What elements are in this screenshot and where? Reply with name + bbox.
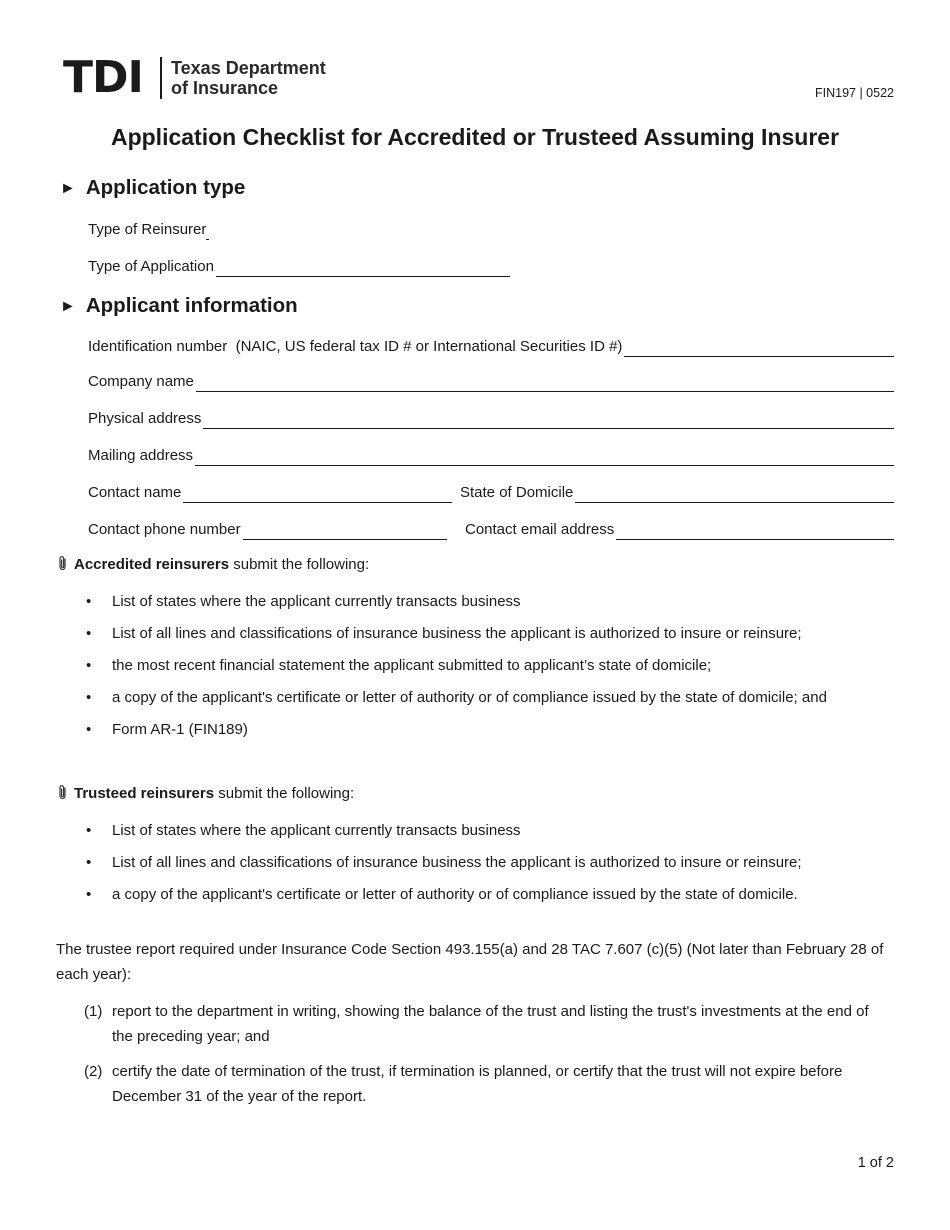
contact-name-field[interactable]: Contact name xyxy=(88,483,452,503)
list-item: • List of all lines and classifications of insurance business the applicant is authorized to insure or reinsure; xyxy=(86,623,896,645)
section-application-type: ► Application type xyxy=(60,176,246,199)
numbered-item: (1) report to the department in writing, showing the balance of the trust and listing the trust's investments at the end of the preceding year; and xyxy=(84,1003,869,1045)
section-applicant-information: ► Applicant information xyxy=(60,294,298,317)
form-number: FIN197 | 0522 xyxy=(815,86,894,100)
list-item: • Form AR-1 (FIN189) xyxy=(86,719,896,741)
company-name-field[interactable]: Company name xyxy=(88,372,894,392)
type-of-application-field[interactable]: Type of Application xyxy=(88,257,510,277)
mailing-address-field[interactable]: Mailing address xyxy=(88,446,894,466)
physical-address-field[interactable]: Physical address xyxy=(88,409,894,429)
state-of-domicile-field[interactable]: State of Domicile xyxy=(460,483,894,503)
logo-divider xyxy=(160,57,162,99)
paperclip-icon xyxy=(57,555,68,571)
logo-line-1: Texas Department xyxy=(171,58,326,78)
tdi-logo-mark: TDI xyxy=(63,52,143,103)
numbered-item: (2) certify the date of termination of the trust, if termination is planned, or certify that the trust will not expire before December 31 of the year of the report. xyxy=(84,1063,843,1105)
trusteed-list xyxy=(86,820,896,916)
list-item: • a copy of the applicant's certificate or letter of authority or of compliance issued by the state of domicile. xyxy=(86,884,832,906)
contact-phone-field[interactable]: Contact phone number xyxy=(88,520,447,540)
paperclip-icon xyxy=(57,784,68,800)
list-item: • List of states where the applicant currently transacts business xyxy=(86,820,896,842)
logo-line-2: of Insurance xyxy=(171,78,279,98)
list-item: • List of all lines and classifications of insurance business the applicant is authorized to insure or reinsure; xyxy=(86,852,896,874)
accredited-heading: Accredited reinsurers submit the following: xyxy=(57,554,369,576)
trusteed-heading: Trusteed reinsurers submit the following: xyxy=(57,783,354,805)
page-title: Application Checklist for Accredited or Trusteed Assuming Insurer xyxy=(110,124,840,150)
list-item: • a copy of the applicant's certificate or letter of authority or of compliance issued by the state of domicile; and xyxy=(86,687,832,709)
type-of-reinsurer-field[interactable]: Type of Reinsurer xyxy=(88,220,209,240)
accredited-list xyxy=(86,591,896,751)
page-number: 1 of 2 xyxy=(857,1155,894,1171)
triangle-right-icon: ► xyxy=(60,180,76,197)
triangle-right-icon: ► xyxy=(60,298,76,315)
trustee-report-intro: The trustee report required under Insurance Code Section 493.155(a) and 28 TAC 7.607 (c)(5) (Not later than February 28 of each year): xyxy=(56,941,884,983)
contact-email-field[interactable]: Contact email address xyxy=(465,520,894,540)
list-item: • the most recent financial statement the applicant submitted to applicant’s state of domicile; xyxy=(86,655,896,677)
list-item: • List of states where the applicant currently transacts business xyxy=(86,591,896,613)
identification-number-field[interactable]: Identification number (NAIC, US federal tax ID # or International Securities ID #) xyxy=(88,337,894,357)
